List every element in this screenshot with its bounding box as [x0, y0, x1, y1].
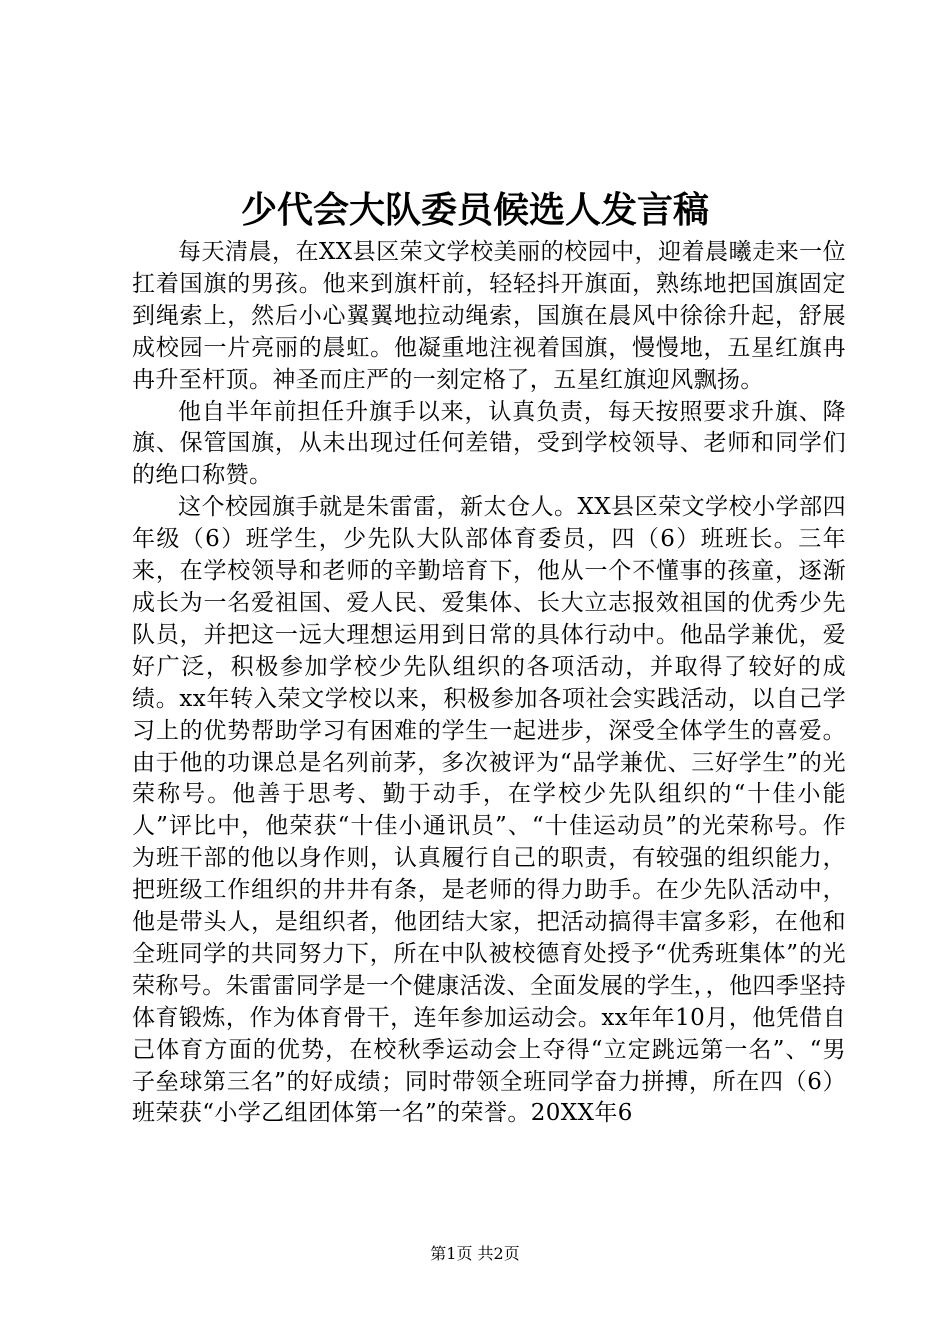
- page-footer: 第1页 共2页: [430, 1244, 520, 1263]
- paragraph: 这个校园旗手就是朱雷雷，新太仓人。XX县区荣文学校小学部四年级（6）班学生，少先队大队部体育委员，四（6）班班长。三年来，在学校领导和老师的辛勤培育下，他从一个不懂事的孩童，逐渐成长为一名爱祖国、爱人民、爱集体、长大立志报效祖国的优秀少先队员，并把这一远大理想运用到日常的具体行动中。他品学兼优，爱好广泛，积极参加学校少先队组织的各项活动，并取得了较好的成绩。xx年转入荣文学校以来，积极参加各项社会实践活动，以自己学习上的优势帮助学习有困难的学生一起进步，深受全体学生的喜爱。由于他的功课总是名列前茅，多次被评为“品学兼优、三好学生”的光荣称号。他善于思考、勤于动手，在学校少先队组织的“十佳小能人”评比中，他荣获“十佳小通讯员”、“十佳运动员”的光荣称号。作为班干部的他以身作则，认真履行自己的职责，有较强的组织能力，把班级工作组织的井井有条，是老师的得力助手。在少先队活动中，他是带头人，是组织者，他团结大家，把活动搞得丰富多彩，在他和全班同学的共同努力下，所在中队被校德育处授予“优秀班集体”的光荣称号。朱雷雷同学是一个健康活泼、全面发展的学生，，他四季坚持体育锻炼，作为体育骨干，连年参加运动会。xx年年10月，他凭借自己体育方面的优势，在校秋季运动会上夺得“立定跳远第一名”、“男子垒球第三名”的好成绩；同时带领全班同学奋力拼搏，所在四（6）班荣获“小学乙组团体第一名”的荣誉。20XX年6: [132, 494, 846, 1127]
- paragraph: 他自半年前担任升旗手以来，认真负责，每天按照要求升旗、降旗、保管国旗，从未出现过任何差错，受到学校领导、老师和同学们的绝口称赞。: [132, 398, 846, 489]
- paragraph: 每天清晨，在XX县区荣文学校美丽的校园中，迎着晨曦走来一位扛着国旗的男孩。他来到旗杆前，轻轻抖开旗面，熟练地把国旗固定到绳索上，然后小心翼翼地拉动绳索，国旗在晨风中徐徐升起，舒展成校园一片亮丽的晨虹。他凝重地注视着国旗，慢慢地，五星红旗冉冉升至杆顶。神圣而庄严的一刻定格了，五星红旗迎风飘扬。: [132, 239, 846, 393]
- document-title: 少代会大队委员候选人发言稿: [240, 189, 709, 231]
- document-body: [132, 237, 846, 1130]
